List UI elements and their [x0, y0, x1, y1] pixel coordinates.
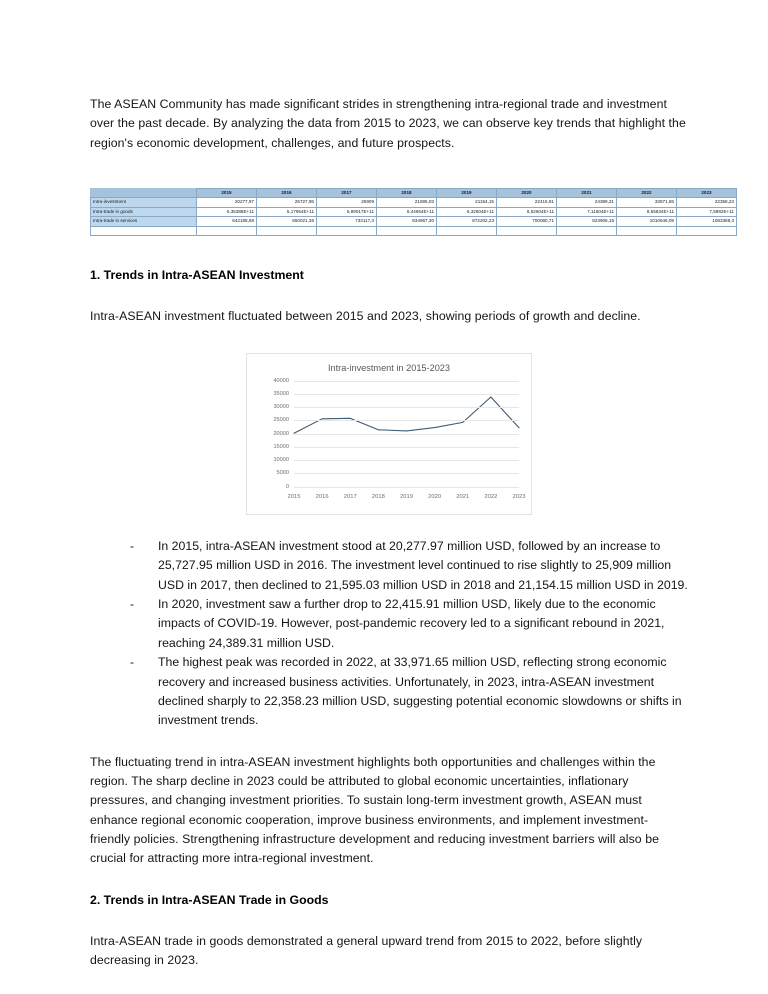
table-cell: 5,35388E+11: [197, 207, 257, 217]
chart-gridline: [294, 447, 519, 448]
section-1-heading: 1. Trends in Intra-ASEAN Investment: [90, 268, 304, 283]
table-cell: 5,89017E+11: [317, 207, 377, 217]
list-item-text: In 2015, intra-ASEAN investment stood at 20,277.97 million USD, followed by an increase to 25,727.95 million USD in 2016. The investment level continued to rise slightly to 25,909 million USD in 2017, then declined to 21,595.03 million USD in 2018 and 21,154.15 million USD in 2019.: [158, 538, 688, 592]
table-col-header: 2019: [437, 188, 497, 198]
chart-x-axis-tick: 2017: [343, 493, 357, 500]
table-row: [91, 207, 737, 217]
spacer: [90, 285, 688, 307]
table-cell: 650021,36: [257, 217, 317, 227]
table-col-header: 2020: [497, 188, 557, 198]
spacer: [90, 869, 688, 891]
table-col-header: 2017: [317, 188, 377, 198]
chart-container: [90, 353, 688, 515]
chart-gridline: [294, 381, 519, 382]
table-header: [91, 188, 737, 198]
table-col-header: 2016: [257, 188, 317, 198]
table-cell: 5,17954E+11: [257, 207, 317, 217]
table-cell: 6,52604E+11: [497, 207, 557, 217]
chart-x-axis-tick: 2016: [315, 493, 329, 500]
table-row-label: Intra-trade in services: [91, 217, 197, 227]
table-cell: 823906,15: [557, 217, 617, 227]
table-cell: 25727,95: [257, 198, 317, 208]
chart-gridline: [294, 434, 519, 435]
chart-x-axis-tick: 2021: [456, 493, 470, 500]
chart-gridline: [294, 394, 519, 395]
table-body: [91, 198, 737, 236]
chart-gridline: [294, 460, 519, 461]
chart-y-axis-tick: 20000: [273, 430, 289, 437]
section-2-lead-paragraph: Intra-ASEAN trade in goods demonstrated a general upward trend from 2015 to 2022, before slightly decreasing in 2023.: [90, 933, 643, 967]
chart-x-axis-tick: 2022: [484, 493, 498, 500]
table-cell: 24389,31: [557, 198, 617, 208]
section-2-heading: 2. Trends in Intra-ASEAN Trade in Goods: [90, 892, 329, 907]
chart-gridline: [294, 487, 519, 488]
table-spacer-row: [91, 226, 737, 236]
chart-title: Intra-investment in 2015-2023: [327, 362, 451, 373]
list-item: [130, 537, 688, 595]
section-1-bullet-list: [90, 537, 688, 731]
section-1-lead-paragraph: Intra-ASEAN investment fluctuated between 2015 and 2023, showing periods of growth and decline.: [90, 309, 641, 324]
table-cell: 642188,68: [197, 217, 257, 227]
table-col-header: 2021: [557, 188, 617, 198]
chart-y-axis-tick: 25000: [273, 417, 289, 424]
intro-paragraph: The ASEAN Community has made significant strides in strengthening intra-regional trade and investment over the past decade. By analyzing the data from 2015 to 2023, we can observe key trends that highlight the region's economic development, challenges, and future prospects.: [90, 97, 686, 150]
table-cell: 20277,97: [197, 198, 257, 208]
chart-gridline: [294, 473, 519, 474]
chart-x-axis-tick: 2020: [428, 493, 442, 500]
intra-investment-line-chart: [246, 353, 532, 515]
chart-y-axis-tick: 30000: [273, 404, 289, 411]
chart-plot-area: [273, 377, 526, 500]
list-item-text: The highest peak was recorded in 2022, at 33,971.65 million USD, reflecting strong economic recovery and increased business activities. Unfortunately, in 2023, intra-ASEAN investment declined sharply to 22,358.23 million USD, suggesting potential economic slowdowns or shifts in investment trends.: [158, 655, 682, 728]
spacer: [90, 236, 688, 266]
table-header-row: [91, 188, 737, 198]
table-cell: 6,44654E+11: [377, 207, 437, 217]
table-cell: 8,55834E+11: [617, 207, 677, 217]
bullet-marker: -: [130, 655, 135, 670]
list-item: [130, 653, 688, 731]
table-col-header: 2023: [677, 188, 737, 198]
table-row: [91, 198, 737, 208]
series-intra-investment: [294, 397, 519, 433]
spacer: [90, 153, 688, 183]
table-cell: 872202,23: [437, 217, 497, 227]
chart-x-axis-tick: 2015: [287, 493, 301, 500]
table-cell: 6,32604E+11: [437, 207, 497, 217]
chart-y-axis-tick: 40000: [273, 377, 289, 384]
table-cell: 25909: [317, 198, 377, 208]
table-cell: 1083388,3: [677, 217, 737, 227]
bullet-marker: -: [130, 596, 135, 611]
list-item-text: In 2020, investment saw a further drop to 22,415.91 million USD, likely due to the economic impacts of COVID-19. However, post-pandemic recovery led to a significant rebound in 2021, reaching 24,389.31 million USD.: [158, 596, 665, 650]
table-cell: 834967,30: [377, 217, 437, 227]
table-cell: 22415,91: [497, 198, 557, 208]
chart-y-axis-tick: 5000: [276, 470, 289, 477]
table-row: [91, 217, 737, 227]
chart-gridline: [294, 407, 519, 408]
chart-x-axis-tick: 2023: [512, 493, 526, 500]
asean-data-table: [90, 188, 737, 237]
table-cell: 33971,65: [617, 198, 677, 208]
asean-data-table-wrapper: [90, 188, 734, 237]
table-corner-cell: [91, 188, 197, 198]
chart-y-axis-tick: 35000: [273, 390, 289, 397]
section-1-conclusion-paragraph: The fluctuating trend in intra-ASEAN investment highlights both opportunities and challenges within the region. The sharp decline in 2023 could be attributed to global economic uncertainties, inflationary pressures, and changing investment priorities. To sustain long-term investment growth, ASEAN must enhance regional economic cooperation, improve business environments, and implement investment-friendly policies. Strengthening infrastructure development and reducing investment barriers will also be crucial for attracting more intra-regional investment.: [90, 754, 659, 866]
table-cell: 21595,03: [377, 198, 437, 208]
table-cell: 1010646,09: [617, 217, 677, 227]
chart-y-axis-tick: 10000: [273, 457, 289, 464]
spacer: [90, 910, 688, 932]
table-cell: 700080,71: [497, 217, 557, 227]
spacer: [90, 515, 688, 537]
chart-x-axis-tick: 2018: [371, 493, 385, 500]
chart-y-axis-tick: 0: [285, 483, 289, 490]
table-row-label: Intra-investment: [91, 198, 197, 208]
table-cell: 733117,3: [317, 217, 377, 227]
table-cell: 22358,23: [677, 198, 737, 208]
table-cell: 21154,15: [437, 198, 497, 208]
bullet-marker: -: [130, 538, 135, 553]
table-col-header: 2022: [617, 188, 677, 198]
table-row-label: Intra-trade in goods: [91, 207, 197, 217]
chart-gridline: [294, 420, 519, 421]
chart-x-axis-tick: 2019: [400, 493, 413, 500]
spacer: [90, 731, 688, 753]
list-item: [130, 595, 688, 653]
chart-y-axis-tick: 15000: [273, 443, 289, 450]
table-col-header: 2015: [197, 188, 257, 198]
table-cell: 7,11604E+11: [557, 207, 617, 217]
table-col-header: 2018: [377, 188, 437, 198]
table-cell: 7,5982E+11: [677, 207, 737, 217]
